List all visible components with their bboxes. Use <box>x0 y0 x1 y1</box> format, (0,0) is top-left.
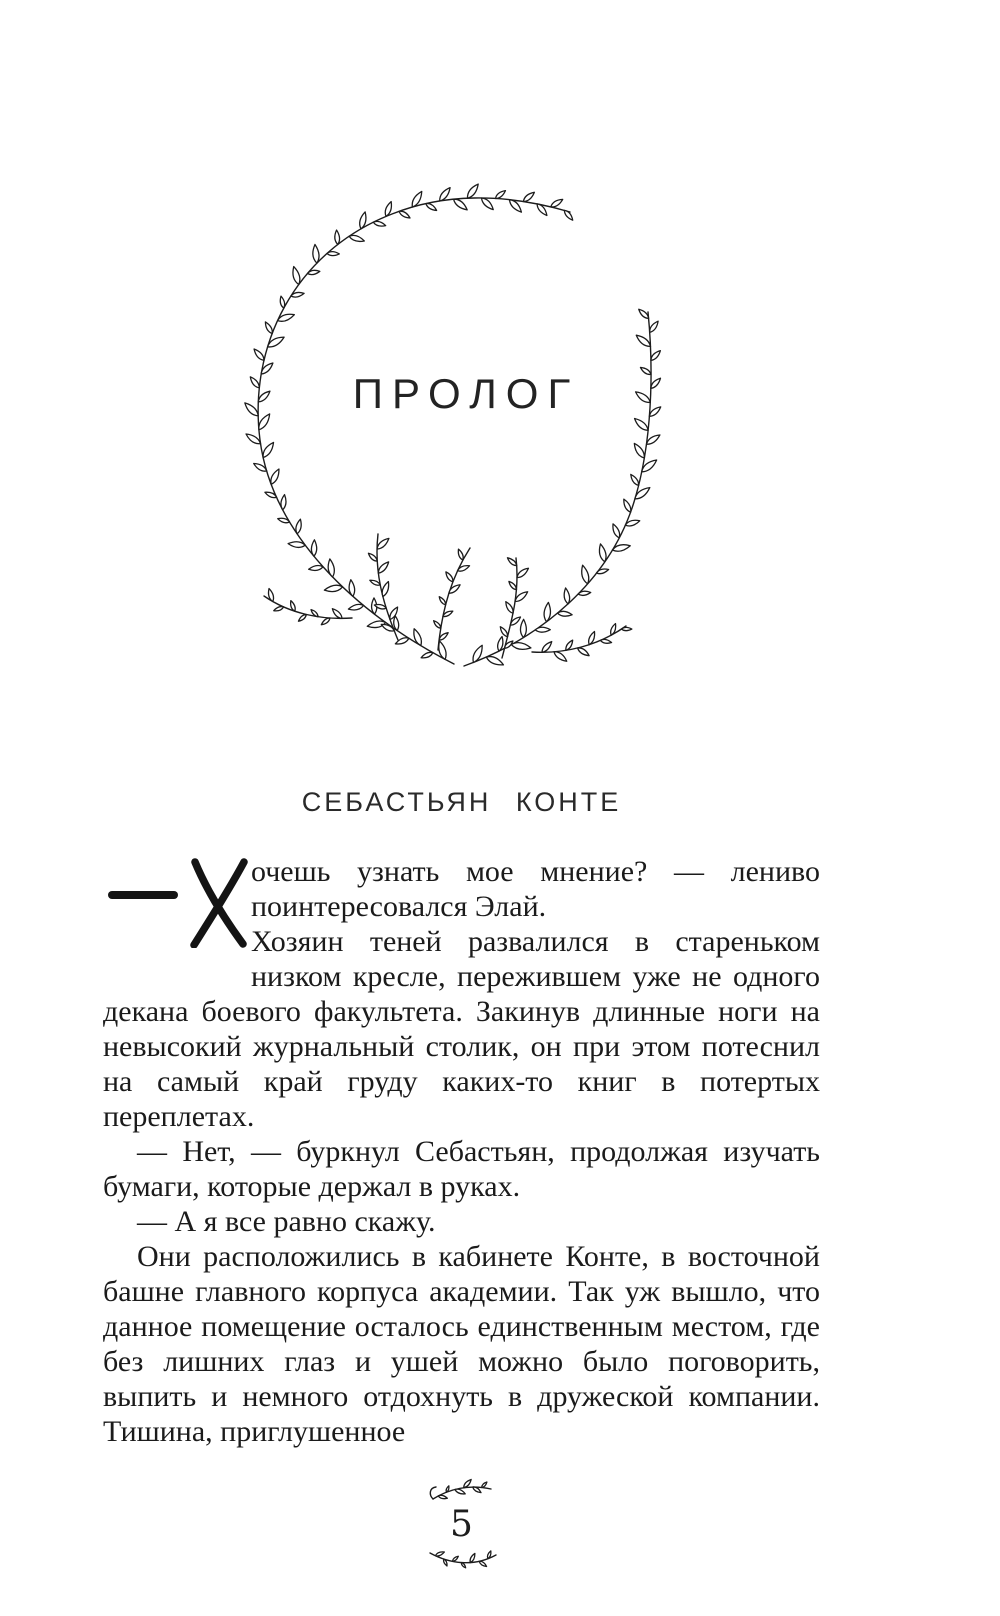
paragraph: — А я все равно скажу. <box>137 1205 436 1238</box>
body-text <box>103 854 820 1449</box>
page-number: 5 <box>450 1504 473 1545</box>
dropcap <box>103 854 251 960</box>
paragraph: — Нет, — буркнул Себастьян, продолжая изучать бумаги, которые держал в руках. <box>103 1135 820 1203</box>
laurel-wreath-icon <box>202 172 722 684</box>
paragraph: Они расположились в кабинете Конте, в восточной башне главного корпуса академии. Так уж вышло, что данное помещение осталось единственным местом, где без лишних глаз и ушей можно было поговорить, выпить и немного отдохнуть в дружеской компании. Тишина, приглушенное <box>103 1240 820 1448</box>
twig-ornament-top-icon <box>427 1475 497 1505</box>
dropcap-letter <box>187 856 251 948</box>
chapter-title: ПРОЛОГ <box>352 370 580 417</box>
paragraph-first <box>103 854 820 924</box>
chapter-heading-ornament <box>202 172 722 684</box>
page-footer <box>103 1475 820 1575</box>
text-column <box>103 172 820 1575</box>
paragraph-text: очешь узнать мое мнение? — лениво поинтересовался Элай. <box>251 855 820 923</box>
section-subtitle: СЕБАСТЬЯН КОНТЕ <box>301 787 622 817</box>
twig-ornament-bottom-icon <box>422 1545 502 1575</box>
paragraph: Хозяин теней развалился в стареньком низком кресле, пережившем уже не одного декана боевого факультета. Закинув длинные ноги на невысокий журнальный столик, он при этом потеснил на самый край груду каких-то книг в потертых переплетах. <box>103 925 820 1133</box>
dropcap-dash <box>108 891 178 899</box>
